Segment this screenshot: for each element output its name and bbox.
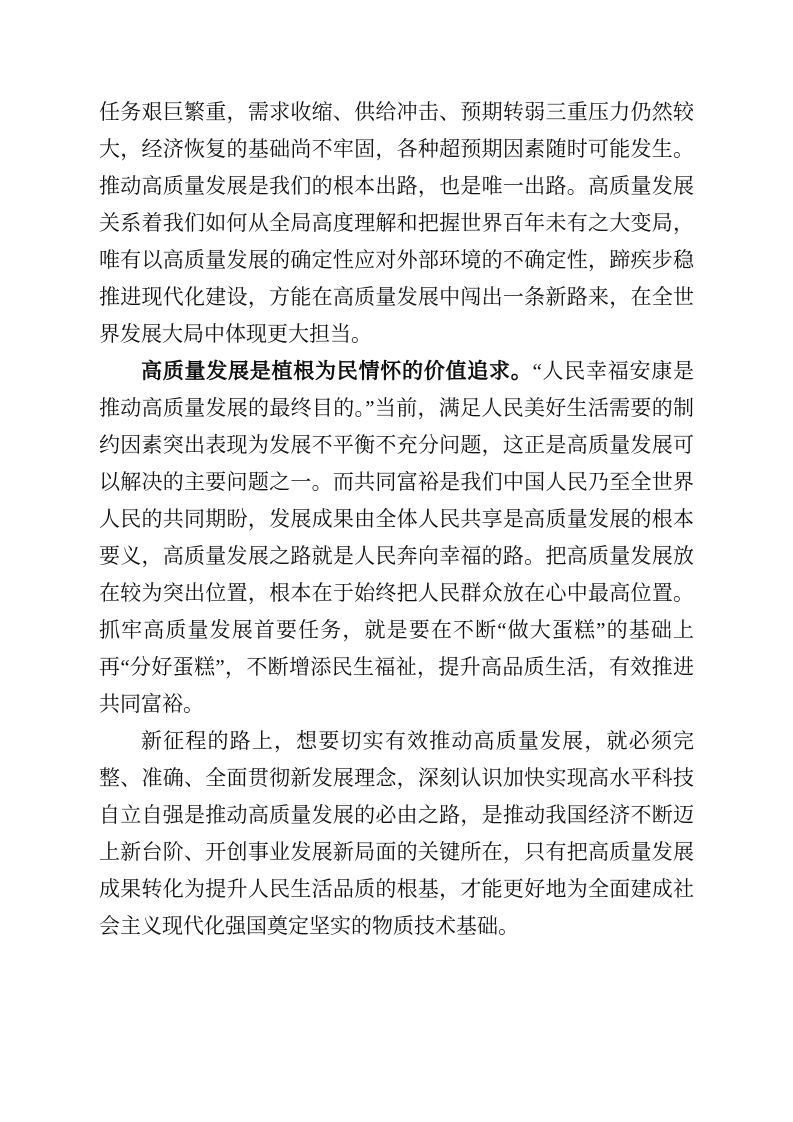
paragraph-bold-lead: 高质量发展是植根为民情怀的价值追求。	[141, 359, 533, 383]
paragraph-value-pursuit	[99, 353, 694, 723]
paragraph-new-journey: 新征程的路上，想要切实有效推动高质量发展，就必须完整、准确、全面贯彻新发展理念，深刻认识加快实现高水平科技自立自强是推动高质量发展的必由之路，是推动我国经济不断迈上新台阶、开创事业发展新局面的关键所在，只有把高质量发展成果转化为提升人民生活品质的根基，才能更好地为全面建成社会主义现代化强国奠定坚实的物质技术基础。	[99, 729, 694, 938]
paragraph-value-pursuit-body: “人民幸福安康是推动高质量发展的最终目的。”当前，满足人民美好生活需要的制约因素突出表现为发展不平衡不充分问题，这正是高质量发展可以解决的主要问题之一。而共同富裕是我们中国人民乃至全世界人民的共同期盼，发展成果由全体人民共享是高质量发展的根本要义，高质量发展之路就是人民奔向幸福的路。把高质量发展放在较为突出位置，根本在于始终把人民群众放在心中最高位置。抓牢高质量发展首要任务，就是要在不断“做大蛋糕”的基础上再“分好蛋糕”，不断增添民生福祉，提升高品质生活，有效推进共同富裕。	[99, 359, 695, 716]
document-body	[99, 94, 694, 945]
paragraph-continued: 任务艰巨繁重，需求收缩、供给冲击、预期转弱三重压力仍然较大，经济恢复的基础尚不牢固，各种超预期因素随时可能发生。推动高质量发展是我们的根本出路，也是唯一出路。高质量发展关系着我们如何从全局高度理解和把握世界百年未有之大变局，唯有以高质量发展的确定性应对外部环境的不确定性，蹄疾步稳推进现代化建设，方能在高质量发展中闯出一条新路来，在全世界发展大局中体现更大担当。	[99, 100, 694, 346]
